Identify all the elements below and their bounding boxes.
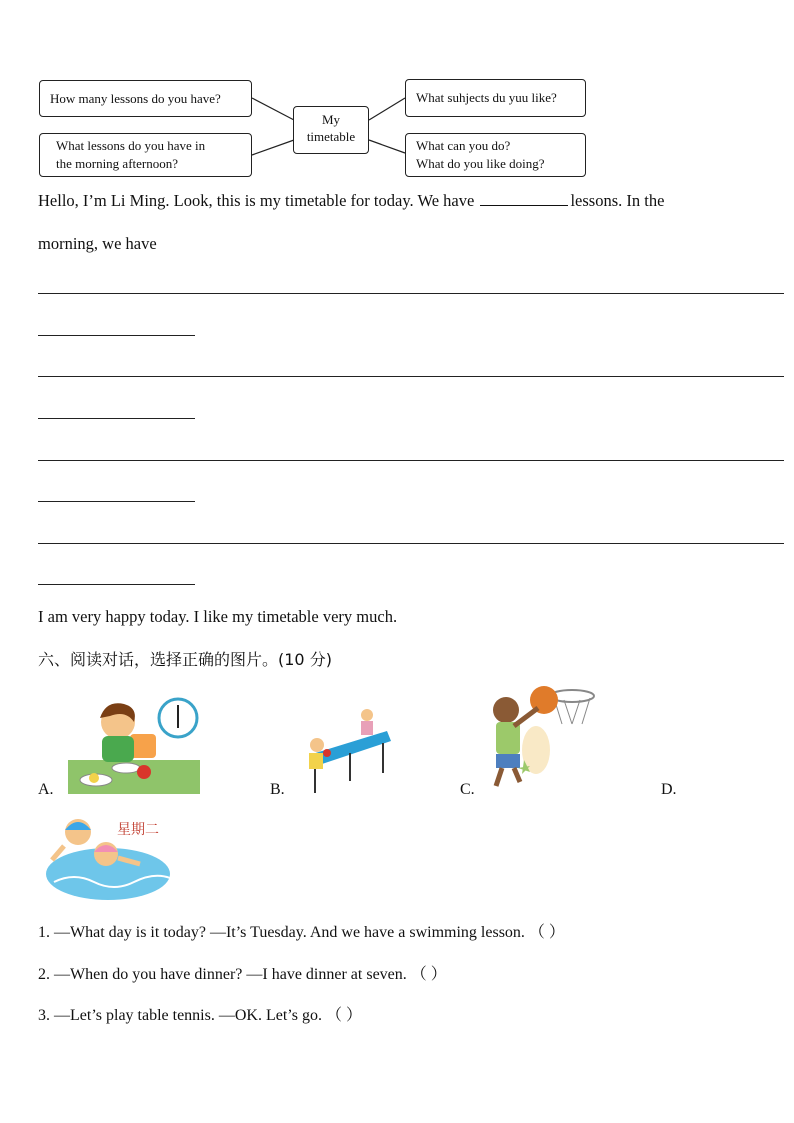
writing-line[interactable] xyxy=(38,293,784,294)
question-text: 1. —What day is it today? —It’s Tuesday. And we have a swimming lesson. xyxy=(38,924,525,941)
mindmap-box-abilities: What can you do? What do you like doing? xyxy=(405,133,586,177)
writing-line-short[interactable] xyxy=(38,584,195,585)
passage-text-a: Hello, I’m Li Ming. Look, this is my timetable for today. We have xyxy=(38,191,475,210)
passage-text-b: lessons. In the xyxy=(570,191,665,210)
question-2 xyxy=(38,961,447,984)
lesson-count-blank[interactable] xyxy=(480,191,568,206)
dinner-picture xyxy=(66,696,202,796)
writing-line-short[interactable] xyxy=(38,335,195,336)
question-text: 2. —When do you have dinner? —I have dinner at seven. xyxy=(38,966,407,983)
option-label-c: C. xyxy=(460,781,475,798)
writing-line-short[interactable] xyxy=(38,418,195,419)
answer-paren[interactable]: （ ） xyxy=(410,966,447,983)
passage-line-2: morning, we have xyxy=(38,234,157,253)
section-heading: 六、阅读对话，选择正确的图片。(10 分) xyxy=(38,650,332,669)
mindmap-center: My timetable xyxy=(293,106,369,154)
question-3 xyxy=(38,1002,362,1025)
passage-closing: I am very happy today. I like my timetable very much. xyxy=(38,607,398,626)
writing-line[interactable] xyxy=(38,376,784,377)
passage-line-1 xyxy=(38,191,664,211)
table-tennis-picture xyxy=(295,703,395,797)
mindmap-box-lessons-count: How many lessons do you have? xyxy=(39,80,252,117)
answer-paren[interactable]: （ ） xyxy=(325,1007,362,1024)
writing-line[interactable] xyxy=(38,460,784,461)
option-label-d: D. xyxy=(661,781,677,798)
writing-line[interactable] xyxy=(38,543,784,544)
basketball-picture xyxy=(484,682,598,794)
weekday-label: 星期二 xyxy=(117,822,159,838)
answer-paren[interactable]: （ ） xyxy=(528,924,565,941)
question-1 xyxy=(38,919,565,942)
mindmap-box-lessons-time: What lessons do you have in the morning afternoon? xyxy=(39,133,252,177)
option-label-b: B. xyxy=(270,781,285,798)
question-text: 3. —Let’s play table tennis. —OK. Let’s go. xyxy=(38,1007,322,1024)
mindmap-box-subjects: What suhjects du yuu like? xyxy=(405,79,586,117)
option-label-a: A. xyxy=(38,781,54,798)
writing-line-short[interactable] xyxy=(38,501,195,502)
